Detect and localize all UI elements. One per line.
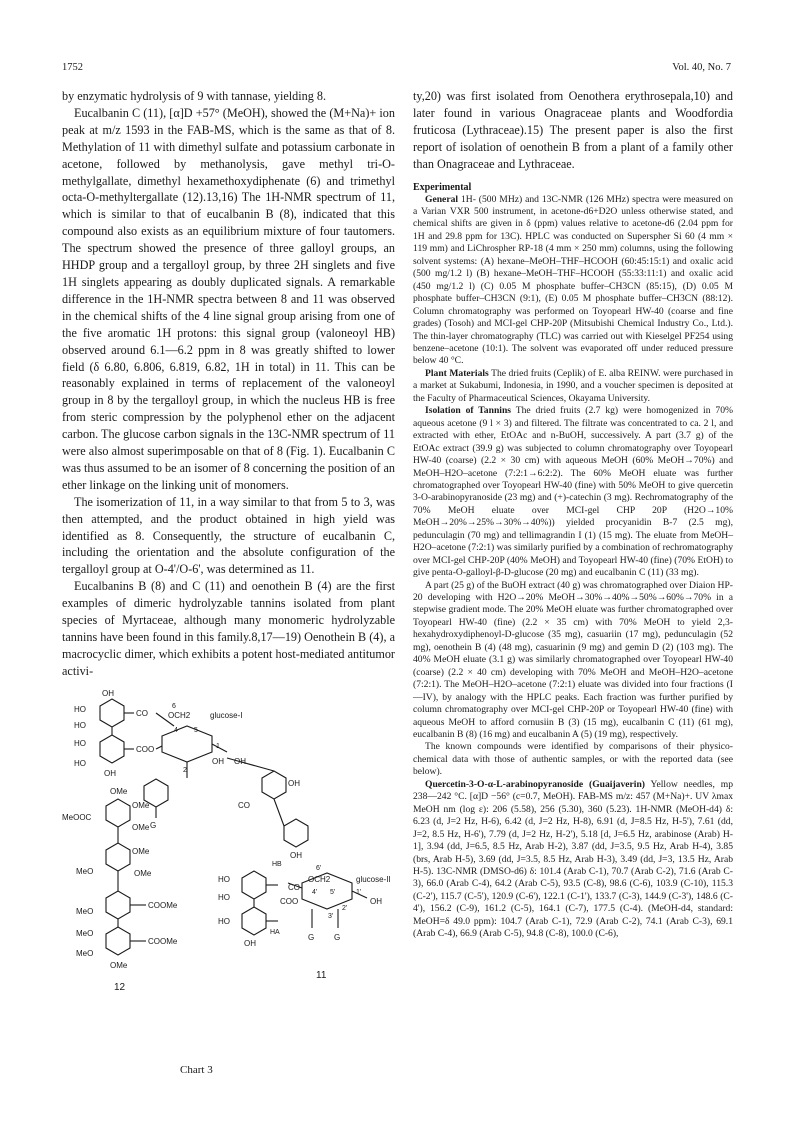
page-number: 1752 — [62, 62, 83, 73]
left-column — [62, 88, 395, 680]
atom-number: 4 — [174, 727, 178, 734]
glucose-i-label: glucose-I — [210, 711, 243, 720]
chart-caption: Chart 3 — [180, 1064, 213, 1076]
atom-label: OMe — [110, 787, 128, 796]
atom-label: OH — [288, 779, 300, 788]
atom-label: G — [334, 933, 341, 942]
atom-label: HO — [218, 893, 230, 902]
atom-label: G — [150, 821, 157, 830]
atom-label: OH — [212, 757, 224, 766]
atom-label: HO — [74, 705, 86, 714]
body-paragraph: The isomerization of 11, in a way similar to that from 5 to 3, was then attempted, and the product obtained in high yield was identified as 8. Consequently, the structure of eucalbanin C, including the orientation and the absolute configuration of the tergalloyl group at O-4'/O-6', was determined as 11. — [62, 494, 395, 577]
atom-label: HO — [74, 739, 86, 748]
atom-label: OH — [102, 689, 114, 698]
atom-label: HO — [218, 917, 230, 926]
atom-label: OMe — [110, 961, 128, 970]
buoh-paragraph: A part (25 g) of the BuOH extract (40 g) was chromatographed over Diaion HP-20 developing with H2O→20% MeOH→30%→40%→50%→60%→70% in a stepwise gradient mode. The 20% MeOH eluate was further chromatographed over Toyopearl HW-40 (fine) (2.2 × 35 cm) with 70% MeOH to yield 2,3-hexahydroxydiphenoyl-D-glucose (35 mg), casuariin (17 mg), pedunculagin (52 mg), oenothein B (4) (48 mg), casuarinin (9 mg) and gemin D (2) (103 mg). The 40% MeOH eluate (3.1 g) was similarly chromatographed over Toyopearl HW-40 (coarse) (2.2 × 40 cm) developing with 70% MeOH and MeOH–H2O–acetone (7:2:1). The MeOH–H2O–acetone (7:2:1) eluate was divided into four fractions (I—IV), by analogy with the HPLC peaks. Each fraction was further purified by column chromatography over MCI-gel CHP-20P or Toyopearl HW-40 (fine) with aqueous MeOH to afford cornusiin B (3) (15 mg), eucalbanin C (11) (61 mg), eucalbanin B (8) (16 mg) and eucalbanin A (5) (19 mg), respectively. — [413, 579, 733, 741]
atom-label: COO — [136, 745, 155, 754]
atom-label: COO — [280, 897, 299, 906]
atom-label: OMe — [132, 847, 150, 856]
atom-label: OH — [234, 757, 246, 766]
run-head: Quercetin-3-O-α-L-arabinopyranoside (Guaijaverin) — [425, 778, 645, 790]
atom-label: COOMe — [148, 901, 178, 910]
atom-label: OH — [290, 851, 302, 860]
atom-number: 5' — [330, 889, 336, 896]
atom-label: OCH2 — [168, 711, 191, 720]
general-paragraph: General 1H- (500 MHz) and 13C-NMR (126 MHz) spectra were measured on a Varian VXR 500 instrument, in acetone-d6+D2O unless otherwise stated, and chemical shifts are given in δ (ppm) values relative to acetone-d6 (2.04 ppm for 1H and 29.8 ppm for 13C). HPLC was conducted on Superspher Si 60 (4 mm × 119 mm) and LiChrospher RP-18 (4 mm × 250 mm) columns, using the following solvent systems: (A) hexane–MeOH–THF–HCOOH (60:45:15:1) and oxalic acid (500 mg/1.2 l) (B) hexane–MeOH–THF–HCOOH (55:33:11:1) and oxalic acid (450 mg/1.2 l) (C) 0.05 M phosphate buffer–CH3CN (85:15), (D) 0.05 M phosphate buffer–CH3CN (9:1), (E) 0.05 M phosphate buffer–CH3CN (88:12). Column chromatography was performed on Toyopearl HW-40 (coarse and fine grades) (Tosoh) and MCI-gel CHP-20P (Mitsubishi Chemical Industry Co., Ltd.). The thin-layer chromatography (TLC) was carried out with Kieselgel PF254 using benzene–acetone (10:1). The solvent was evaporated off under reduced pressure below 40 °C. — [413, 193, 734, 367]
atom-number: 4' — [312, 889, 318, 896]
atom-label: MeO — [76, 929, 94, 938]
atom-number: 2' — [342, 905, 348, 912]
atom-number: 1' — [356, 889, 362, 896]
atom-label: MeO — [76, 907, 94, 916]
atom-label: CO — [288, 883, 300, 892]
atom-label: HA — [270, 929, 280, 936]
atom-number: 2 — [183, 767, 187, 774]
atom-number: 3' — [328, 913, 334, 920]
body-paragraph: Eucalbanin C (11), [α]D +57° (MeOH), showed the (M+Na)+ ion peak at m/z 1593 in the FAB-MS, which is the same as that of 8. Methylation of 11 with dimethyl sulfate and potassium carbonate in acetone, followed by methanolysis, gave methyl tri-O-methylgallate, dimethyl hexamethoxydiphenate (6) and trimethyl octa-O-methyltergallate (12).13,16) The 1H-NMR spectrum of 11, which is similar to that of eucalbanin B (8), indicated that this compound also exists as an equilibrium mixture of four tautomers. The spectrum showed the presence of three galloyl groups, an HHDP group and a tergalloyl group, by three 2H singlets and five 1H singlets appearing as doubly duplicated signals. A remarkable difference in the 1H-NMR spectra between 8 and 11 was observed in the chemical shifts of the 4 line signal group arising from one of the five aromatic 1H protons: this signal group (valoneoyl HB) observed around 6.1—6.2 ppm in 8 was greatly shifted to lower field (δ 6.80, 6.806, 6.819, 6.82, 1H in total) in 11. This can be reasonably explained in terms of replacement of the valoneoyl group in 8 by the tergalloyl group, in which the nucleus HB is free from steric compression by the polyphenol ether on the adjacent carbon. The glucose carbon signals in the 13C-NMR spectrum of 11 were also almost superimposable on that of 8 (Fig. 1). Eucalbanin C was thus assumed to be an isomer of 8 concerning the position of an ether linkage on the linking unit of monomers. — [62, 105, 395, 492]
atom-label: G — [308, 933, 315, 942]
atom-number: 5 — [194, 727, 198, 734]
atom-label: OCH2 — [308, 875, 331, 884]
atom-label: CO — [136, 709, 148, 718]
isolation-paragraph: Isolation of Tannins The dried fruits (2.7 kg) were homogenized in 70% aqueous acetone (9 l × 3) and filtered. The filtrate was concentrated to ca. 2 l, and extracted with ether, EtOAc and n-BuOH, successively. A part (3.7 g) of the EtOAc extract (39.9 g) was subjected to column chromatography over Toyopearl HW-40 (coarse) (2.2 × 30 cm) with aqueous MeOH (60% MeOH→70%) and MeOH–H2O–acetone (7:2:1→6:2:2). The 60% MeOH eluate was further chromatographed over Toyopearl HW-40 (fine) with 50% MeOH to give quercetin 3-O-arabinopyranoside (23 mg) and (+)-catechin (3 mg). Rechromatography of the 70% MeOH eluate over MCI-gel CHP 20P (H2O→10% MeOH→20%→25%→30%→40%)) yielded procyanidin B-7 (2.5 mg), pedunculagin (70 mg) and tellimagrandin I (1) (15 mg). The eluate from MeOH–H2O–acetone (7:2:1) was similarly purified by a combination of rechromatography over MCI-gel CHP-20P (40% MeOH) and Toyopearl HW-40 (fine) (70% EtOH) to give penta-O-galloyl-β-D-glucose (20 mg) and eucalbanin C (11) (33 mg). — [413, 405, 733, 579]
body-paragraph: Eucalbanins B (8) and C (11) and oenothein B (4) are the first examples of dimeric hydrolyzable tannins isolated from plant species of Myrtaceae, although many monomeric hydrolyzable tannins have been found in this family.8,17—19) Oenothein B (4), a macrocyclic dimer, which exhibits a potent host-mediated antitumor activi- — [62, 579, 395, 678]
atom-label: HO — [218, 875, 230, 884]
atom-label: HO — [74, 759, 86, 768]
atom-number: 6' — [316, 865, 322, 872]
atom-label: OMe — [132, 801, 150, 810]
right-column — [413, 88, 733, 941]
atom-label: OMe — [132, 823, 150, 832]
atom-label: OMe — [134, 869, 152, 878]
atom-label: HB — [272, 861, 282, 868]
atom-label: CO — [238, 801, 250, 810]
body-paragraph: ty,20) was first isolated from Oenothera erythrosepala,10) and later found in various Onagraceae plants and Woodfordia fruticosa (Lythraceae).15) The present paper is also the first report of isolation of oenothein B from a plant of a family other than Onagraceae and Lythraceae. — [413, 89, 733, 171]
atom-number: 6 — [172, 703, 176, 710]
quercetin-paragraph: Quercetin-3-O-α-L-arabinopyranoside (Guaijaverin) Yellow needles, mp 238—242 °C. [α]D −56° (c=0.7, MeOH). FAB-MS m/z: 457 (M+Na)+. UV λmax MeOH nm (log ε): 206 (5.58), 256 (5.30), 360 (5.23). 1H-NMR (MeOH-d4) δ: 6.23 (d, J=2 Hz, H-6), 6.42 (d, J=2 Hz, H-8), 6.91 (d, J=8.5 Hz, H-5'), 7.61 (dd, J=2, 8.5 Hz, H-6'), 7.79 (d, J=2 Hz, H-2'), 5.18 [d, J=6.5 Hz, arabinose (Arab) H-1], 3.94 (dd, J=6.5, 8.5 Hz, Arab H-2), 3.87 (dd, J=3.5, 9.5 Hz, Arab H-4), 3.85 (brs, Arab H-5), 3.69 (dd, J=3.5, 8.5 Hz, Arab H-3), 3.49 (dd, J=3, 13.5 Hz, Arab H-5). 13C-NMR (DMSO-d6) δ: 101.4 (Arab C-1), 70.7 (Arab C-2), 71.6 (Arab C-3), 66.0 (Arab C-4), 64.2 (Arab C-5), 93.5 (C-8), 98.6 (C-6), 103.9 (C-10), 115.3 (C-2'), 115.7 (C-5'), 120.9 (C-6'), 122.1 (C-1'), 133.7 (C-3), 144.9 (C-3'), 148.6 (C-4'), 156.2 (C-9), 161.2 (C-5), 164.1 (C-7), 177.5 (C-4). (MeOH-d4, standard: MeOH=δ 49.0 ppm): 104.7 (Arab C-1), 72.9 (Arab C-2), 74.1 (Arab C-3), 69.1 (Arab C-4), 66.9 (Arab C-5), 94.8 (C-8), 100.0 (C-6), — [413, 778, 733, 940]
known-compounds-paragraph: The known compounds were identified by comparisons of their physico-chemical data with those of authentic samples, or with the reported data (see below). — [413, 741, 733, 778]
experimental-heading: Experimental — [413, 181, 472, 193]
chart-3-structures — [62, 678, 402, 1058]
body-paragraph: by enzymatic hydrolysis of 9 with tannase, yielding 8. — [62, 89, 327, 103]
atom-label: COOMe — [148, 937, 178, 946]
atom-label: OH — [370, 897, 382, 906]
atom-number: 1 — [216, 743, 220, 750]
run-head: General — [425, 193, 459, 205]
compound-12-label: 12 — [114, 982, 126, 993]
run-head: Isolation of Tannins — [425, 405, 512, 417]
atom-label: MeO — [76, 949, 94, 958]
atom-label: HO — [74, 721, 86, 730]
atom-label: OH — [104, 769, 116, 778]
journal-volume: Vol. 40, No. 7 — [672, 62, 731, 73]
atom-label: MeOOC — [62, 813, 92, 822]
atom-label: OH — [244, 939, 256, 948]
atom-label: MeO — [76, 867, 94, 876]
glucose-ii-label: glucose-II — [356, 875, 391, 884]
plant-materials-paragraph: Plant Materials The dried fruits (Ceplik) of E. alba REINW. were purchased in a market at Sukabumi, Indonesia, in 1990, and a voucher specimen is deposited at the Faculty of Pharmaceutical Sciences, Okayama University. — [413, 367, 733, 404]
compound-11-label: 11 — [316, 970, 327, 981]
run-head: Plant Materials — [425, 367, 489, 379]
chemical-structure-diagram — [62, 678, 402, 1058]
